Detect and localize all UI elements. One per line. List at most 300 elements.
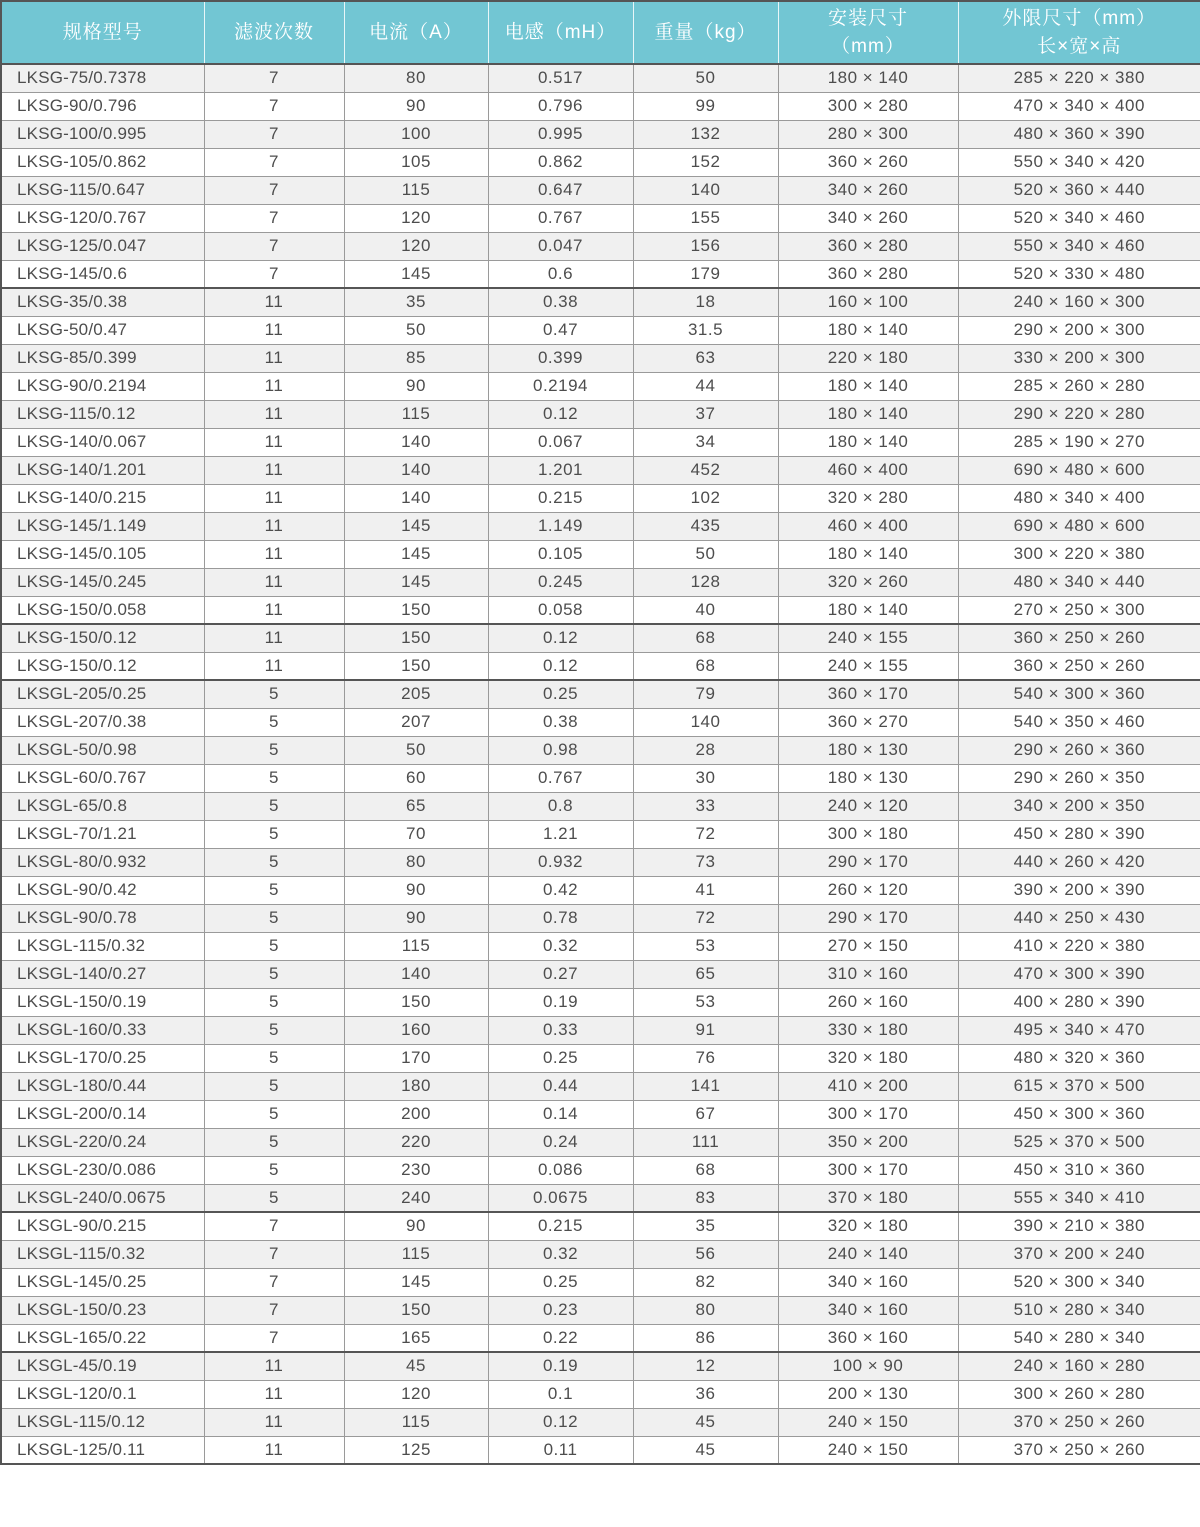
- cell-inductance: 1.201: [488, 456, 633, 484]
- cell-current: 140: [344, 428, 488, 456]
- table-row: [1, 232, 1200, 260]
- cell-model: LKSGL-125/0.11: [1, 1436, 204, 1464]
- cell-current: 160: [344, 1016, 488, 1044]
- cell-outer: 290 × 200 × 300: [958, 316, 1200, 344]
- cell-weight: 35: [633, 1212, 778, 1240]
- cell-model: LKSGL-230/0.086: [1, 1156, 204, 1184]
- cell-current: 90: [344, 1212, 488, 1240]
- cell-times: 5: [204, 708, 344, 736]
- cell-times: 5: [204, 1016, 344, 1044]
- cell-current: 125: [344, 1436, 488, 1464]
- cell-inductance: 0.517: [488, 64, 633, 92]
- cell-install: 340 × 160: [778, 1296, 958, 1324]
- cell-times: 5: [204, 1044, 344, 1072]
- cell-outer: 520 × 300 × 340: [958, 1268, 1200, 1296]
- cell-install: 180 × 140: [778, 316, 958, 344]
- cell-outer: 390 × 210 × 380: [958, 1212, 1200, 1240]
- cell-model: LKSGL-205/0.25: [1, 680, 204, 708]
- cell-install: 200 × 130: [778, 1380, 958, 1408]
- cell-outer: 495 × 340 × 470: [958, 1016, 1200, 1044]
- column-header-line1: 规格型号: [62, 21, 143, 43]
- cell-inductance: 0.27: [488, 960, 633, 988]
- table-row: [1, 1212, 1200, 1240]
- cell-times: 11: [204, 1408, 344, 1436]
- cell-inductance: 0.22: [488, 1324, 633, 1352]
- cell-weight: 68: [633, 624, 778, 652]
- cell-weight: 37: [633, 400, 778, 428]
- cell-times: 11: [204, 1436, 344, 1464]
- cell-times: 7: [204, 92, 344, 120]
- cell-install: 280 × 300: [778, 120, 958, 148]
- cell-inductance: 0.862: [488, 148, 633, 176]
- cell-install: 240 × 150: [778, 1436, 958, 1464]
- cell-inductance: 0.25: [488, 680, 633, 708]
- cell-current: 70: [344, 820, 488, 848]
- cell-times: 7: [204, 1240, 344, 1268]
- cell-inductance: 0.12: [488, 652, 633, 680]
- cell-model: LKSGL-240/0.0675: [1, 1184, 204, 1212]
- cell-inductance: 0.215: [488, 1212, 633, 1240]
- table-row: [1, 148, 1200, 176]
- cell-install: 350 × 200: [778, 1128, 958, 1156]
- cell-outer: 480 × 360 × 390: [958, 120, 1200, 148]
- column-header-line2: 长×宽×高: [1037, 35, 1122, 57]
- cell-outer: 285 × 190 × 270: [958, 428, 1200, 456]
- cell-outer: 290 × 220 × 280: [958, 400, 1200, 428]
- table-row: [1, 1240, 1200, 1268]
- cell-current: 115: [344, 932, 488, 960]
- table-row: [1, 176, 1200, 204]
- table-row: [1, 1296, 1200, 1324]
- cell-model: LKSGL-65/0.8: [1, 792, 204, 820]
- cell-current: 35: [344, 288, 488, 316]
- cell-model: LKSGL-220/0.24: [1, 1128, 204, 1156]
- cell-model: LKSGL-90/0.42: [1, 876, 204, 904]
- table-row: [1, 512, 1200, 540]
- cell-install: 240 × 155: [778, 624, 958, 652]
- cell-current: 170: [344, 1044, 488, 1072]
- cell-outer: 520 × 340 × 460: [958, 204, 1200, 232]
- table-row: [1, 680, 1200, 708]
- table-row: [1, 92, 1200, 120]
- cell-times: 7: [204, 260, 344, 288]
- cell-model: LKSGL-60/0.767: [1, 764, 204, 792]
- cell-outer: 240 × 160 × 280: [958, 1352, 1200, 1380]
- cell-times: 5: [204, 1184, 344, 1212]
- cell-inductance: 0.23: [488, 1296, 633, 1324]
- cell-inductance: 0.6: [488, 260, 633, 288]
- cell-inductance: 0.33: [488, 1016, 633, 1044]
- cell-current: 120: [344, 204, 488, 232]
- cell-install: 360 × 260: [778, 148, 958, 176]
- cell-weight: 56: [633, 1240, 778, 1268]
- cell-install: 240 × 120: [778, 792, 958, 820]
- cell-current: 150: [344, 652, 488, 680]
- cell-current: 145: [344, 540, 488, 568]
- cell-times: 11: [204, 540, 344, 568]
- cell-outer: 470 × 300 × 390: [958, 960, 1200, 988]
- table-row: [1, 792, 1200, 820]
- cell-model: LKSG-125/0.047: [1, 232, 204, 260]
- cell-weight: 79: [633, 680, 778, 708]
- cell-times: 5: [204, 764, 344, 792]
- cell-times: 7: [204, 1268, 344, 1296]
- cell-times: 5: [204, 932, 344, 960]
- cell-current: 100: [344, 120, 488, 148]
- cell-outer: 520 × 360 × 440: [958, 176, 1200, 204]
- table-row: [1, 848, 1200, 876]
- cell-install: 300 × 280: [778, 92, 958, 120]
- cell-times: 5: [204, 1156, 344, 1184]
- cell-model: LKSG-90/0.796: [1, 92, 204, 120]
- cell-outer: 370 × 250 × 260: [958, 1436, 1200, 1464]
- table-row: [1, 1128, 1200, 1156]
- cell-weight: 30: [633, 764, 778, 792]
- cell-model: LKSG-50/0.47: [1, 316, 204, 344]
- cell-model: LKSG-115/0.647: [1, 176, 204, 204]
- cell-model: LKSGL-160/0.33: [1, 1016, 204, 1044]
- cell-inductance: 0.12: [488, 1408, 633, 1436]
- cell-current: 150: [344, 1296, 488, 1324]
- cell-outer: 340 × 200 × 350: [958, 792, 1200, 820]
- cell-install: 360 × 280: [778, 260, 958, 288]
- cell-model: LKSGL-50/0.98: [1, 736, 204, 764]
- cell-outer: 290 × 260 × 350: [958, 764, 1200, 792]
- cell-install: 410 × 200: [778, 1072, 958, 1100]
- cell-times: 11: [204, 372, 344, 400]
- table-row: [1, 400, 1200, 428]
- table-row: [1, 652, 1200, 680]
- cell-weight: 72: [633, 820, 778, 848]
- cell-model: LKSG-145/0.245: [1, 568, 204, 596]
- cell-weight: 102: [633, 484, 778, 512]
- cell-install: 300 × 170: [778, 1156, 958, 1184]
- cell-outer: 690 × 480 × 600: [958, 512, 1200, 540]
- cell-install: 240 × 155: [778, 652, 958, 680]
- cell-outer: 270 × 250 × 300: [958, 596, 1200, 624]
- cell-current: 105: [344, 148, 488, 176]
- cell-model: LKSGL-140/0.27: [1, 960, 204, 988]
- cell-model: LKSGL-165/0.22: [1, 1324, 204, 1352]
- cell-weight: 36: [633, 1380, 778, 1408]
- cell-inductance: 0.38: [488, 708, 633, 736]
- cell-times: 5: [204, 1128, 344, 1156]
- cell-weight: 50: [633, 64, 778, 92]
- table-row: [1, 484, 1200, 512]
- cell-current: 90: [344, 876, 488, 904]
- spec-table-header: [1, 1, 1200, 64]
- spec-table-body: [1, 64, 1200, 1464]
- cell-inductance: 0.767: [488, 204, 633, 232]
- cell-weight: 156: [633, 232, 778, 260]
- table-row: [1, 260, 1200, 288]
- cell-current: 85: [344, 344, 488, 372]
- cell-weight: 452: [633, 456, 778, 484]
- cell-current: 180: [344, 1072, 488, 1100]
- column-header-line1: 重量（kg）: [654, 21, 757, 43]
- cell-inductance: 0.2194: [488, 372, 633, 400]
- cell-weight: 128: [633, 568, 778, 596]
- cell-times: 11: [204, 428, 344, 456]
- cell-times: 11: [204, 596, 344, 624]
- cell-weight: 82: [633, 1268, 778, 1296]
- cell-weight: 65: [633, 960, 778, 988]
- column-header-weight: [633, 1, 778, 64]
- cell-outer: 470 × 340 × 400: [958, 92, 1200, 120]
- cell-install: 220 × 180: [778, 344, 958, 372]
- cell-install: 340 × 160: [778, 1268, 958, 1296]
- cell-model: LKSGL-115/0.32: [1, 1240, 204, 1268]
- cell-install: 460 × 400: [778, 512, 958, 540]
- cell-outer: 300 × 260 × 280: [958, 1380, 1200, 1408]
- cell-times: 11: [204, 316, 344, 344]
- cell-outer: 480 × 320 × 360: [958, 1044, 1200, 1072]
- cell-model: LKSGL-45/0.19: [1, 1352, 204, 1380]
- table-row: [1, 904, 1200, 932]
- cell-model: LKSG-150/0.058: [1, 596, 204, 624]
- cell-current: 80: [344, 848, 488, 876]
- cell-install: 180 × 140: [778, 428, 958, 456]
- cell-outer: 450 × 280 × 390: [958, 820, 1200, 848]
- cell-weight: 28: [633, 736, 778, 764]
- cell-outer: 615 × 370 × 500: [958, 1072, 1200, 1100]
- cell-model: LKSGL-207/0.38: [1, 708, 204, 736]
- cell-current: 90: [344, 904, 488, 932]
- cell-inductance: 0.38: [488, 288, 633, 316]
- cell-inductance: 0.105: [488, 540, 633, 568]
- table-row: [1, 64, 1200, 92]
- cell-weight: 53: [633, 932, 778, 960]
- cell-outer: 555 × 340 × 410: [958, 1184, 1200, 1212]
- table-row: [1, 428, 1200, 456]
- cell-inductance: 0.047: [488, 232, 633, 260]
- cell-weight: 152: [633, 148, 778, 176]
- cell-current: 45: [344, 1352, 488, 1380]
- cell-weight: 141: [633, 1072, 778, 1100]
- cell-install: 270 × 150: [778, 932, 958, 960]
- cell-inductance: 0.78: [488, 904, 633, 932]
- table-row: [1, 960, 1200, 988]
- cell-model: LKSG-85/0.399: [1, 344, 204, 372]
- column-header-line1: 外限尺寸（mm）: [1002, 7, 1157, 29]
- table-row: [1, 736, 1200, 764]
- cell-weight: 99: [633, 92, 778, 120]
- table-row: [1, 1016, 1200, 1044]
- cell-inductance: 0.245: [488, 568, 633, 596]
- cell-times: 5: [204, 792, 344, 820]
- cell-inductance: 0.067: [488, 428, 633, 456]
- cell-outer: 300 × 220 × 380: [958, 540, 1200, 568]
- cell-weight: 31.5: [633, 316, 778, 344]
- table-row: [1, 288, 1200, 316]
- cell-outer: 510 × 280 × 340: [958, 1296, 1200, 1324]
- cell-outer: 410 × 220 × 380: [958, 932, 1200, 960]
- cell-times: 11: [204, 400, 344, 428]
- header-row: [1, 1, 1200, 64]
- cell-current: 145: [344, 512, 488, 540]
- cell-model: LKSGL-150/0.19: [1, 988, 204, 1016]
- cell-inductance: 0.42: [488, 876, 633, 904]
- cell-inductance: 0.0675: [488, 1184, 633, 1212]
- cell-inductance: 0.14: [488, 1100, 633, 1128]
- cell-current: 140: [344, 456, 488, 484]
- cell-current: 115: [344, 400, 488, 428]
- cell-times: 7: [204, 148, 344, 176]
- cell-install: 330 × 180: [778, 1016, 958, 1044]
- table-row: [1, 204, 1200, 232]
- cell-weight: 44: [633, 372, 778, 400]
- table-row: [1, 344, 1200, 372]
- cell-install: 160 × 100: [778, 288, 958, 316]
- table-row: [1, 1268, 1200, 1296]
- cell-times: 7: [204, 64, 344, 92]
- cell-inductance: 0.1: [488, 1380, 633, 1408]
- cell-current: 115: [344, 176, 488, 204]
- cell-weight: 18: [633, 288, 778, 316]
- cell-outer: 370 × 200 × 240: [958, 1240, 1200, 1268]
- cell-weight: 111: [633, 1128, 778, 1156]
- cell-weight: 80: [633, 1296, 778, 1324]
- cell-times: 7: [204, 176, 344, 204]
- column-header-line1: 电流（A）: [369, 21, 463, 43]
- cell-current: 150: [344, 596, 488, 624]
- cell-times: 5: [204, 904, 344, 932]
- cell-inductance: 0.12: [488, 400, 633, 428]
- table-row: [1, 1072, 1200, 1100]
- cell-inductance: 1.21: [488, 820, 633, 848]
- cell-weight: 45: [633, 1408, 778, 1436]
- cell-times: 7: [204, 1324, 344, 1352]
- cell-inductance: 0.995: [488, 120, 633, 148]
- cell-model: LKSG-120/0.767: [1, 204, 204, 232]
- cell-weight: 45: [633, 1436, 778, 1464]
- cell-outer: 525 × 370 × 500: [958, 1128, 1200, 1156]
- cell-inductance: 0.32: [488, 1240, 633, 1268]
- cell-model: LKSGL-200/0.14: [1, 1100, 204, 1128]
- cell-weight: 140: [633, 176, 778, 204]
- cell-weight: 40: [633, 596, 778, 624]
- cell-weight: 83: [633, 1184, 778, 1212]
- cell-model: LKSG-115/0.12: [1, 400, 204, 428]
- cell-weight: 41: [633, 876, 778, 904]
- cell-current: 207: [344, 708, 488, 736]
- cell-times: 5: [204, 736, 344, 764]
- cell-model: LKSGL-120/0.1: [1, 1380, 204, 1408]
- cell-current: 145: [344, 260, 488, 288]
- cell-weight: 68: [633, 652, 778, 680]
- cell-outer: 370 × 250 × 260: [958, 1408, 1200, 1436]
- cell-inductance: 1.149: [488, 512, 633, 540]
- column-header-line1: 滤波次数: [233, 21, 314, 43]
- cell-inductance: 0.086: [488, 1156, 633, 1184]
- cell-weight: 50: [633, 540, 778, 568]
- table-row: [1, 540, 1200, 568]
- cell-times: 11: [204, 484, 344, 512]
- cell-model: LKSG-150/0.12: [1, 624, 204, 652]
- cell-weight: 132: [633, 120, 778, 148]
- column-header-current: [344, 1, 488, 64]
- cell-model: LKSG-75/0.7378: [1, 64, 204, 92]
- cell-outer: 450 × 310 × 360: [958, 1156, 1200, 1184]
- cell-outer: 400 × 280 × 390: [958, 988, 1200, 1016]
- cell-outer: 290 × 260 × 360: [958, 736, 1200, 764]
- cell-inductance: 0.12: [488, 624, 633, 652]
- cell-model: LKSG-140/0.067: [1, 428, 204, 456]
- table-row: [1, 1324, 1200, 1352]
- cell-current: 150: [344, 988, 488, 1016]
- cell-outer: 550 × 340 × 420: [958, 148, 1200, 176]
- cell-model: LKSG-105/0.862: [1, 148, 204, 176]
- table-row: [1, 1156, 1200, 1184]
- cell-weight: 34: [633, 428, 778, 456]
- cell-weight: 68: [633, 1156, 778, 1184]
- cell-install: 180 × 140: [778, 400, 958, 428]
- cell-model: LKSGL-150/0.23: [1, 1296, 204, 1324]
- cell-current: 140: [344, 960, 488, 988]
- cell-install: 460 × 400: [778, 456, 958, 484]
- cell-current: 145: [344, 1268, 488, 1296]
- table-row: [1, 1184, 1200, 1212]
- table-row: [1, 456, 1200, 484]
- cell-weight: 91: [633, 1016, 778, 1044]
- cell-current: 150: [344, 624, 488, 652]
- cell-outer: 480 × 340 × 440: [958, 568, 1200, 596]
- table-row: [1, 708, 1200, 736]
- cell-inductance: 0.25: [488, 1268, 633, 1296]
- cell-inductance: 0.215: [488, 484, 633, 512]
- cell-outer: 480 × 340 × 400: [958, 484, 1200, 512]
- cell-times: 7: [204, 120, 344, 148]
- cell-current: 120: [344, 232, 488, 260]
- cell-install: 290 × 170: [778, 848, 958, 876]
- cell-times: 5: [204, 680, 344, 708]
- cell-times: 7: [204, 1212, 344, 1240]
- cell-model: LKSGL-70/1.21: [1, 820, 204, 848]
- cell-outer: 330 × 200 × 300: [958, 344, 1200, 372]
- cell-current: 220: [344, 1128, 488, 1156]
- cell-weight: 86: [633, 1324, 778, 1352]
- cell-current: 230: [344, 1156, 488, 1184]
- cell-install: 360 × 160: [778, 1324, 958, 1352]
- cell-install: 300 × 180: [778, 820, 958, 848]
- cell-times: 11: [204, 652, 344, 680]
- cell-outer: 690 × 480 × 600: [958, 456, 1200, 484]
- cell-inductance: 0.47: [488, 316, 633, 344]
- cell-outer: 550 × 340 × 460: [958, 232, 1200, 260]
- cell-outer: 520 × 330 × 480: [958, 260, 1200, 288]
- cell-inductance: 0.11: [488, 1436, 633, 1464]
- cell-current: 90: [344, 372, 488, 400]
- cell-inductance: 0.25: [488, 1044, 633, 1072]
- table-row: [1, 316, 1200, 344]
- table-row: [1, 1408, 1200, 1436]
- cell-outer: 285 × 260 × 280: [958, 372, 1200, 400]
- table-row: [1, 1436, 1200, 1464]
- cell-inductance: 0.058: [488, 596, 633, 624]
- cell-inductance: 0.796: [488, 92, 633, 120]
- cell-inductance: 0.32: [488, 932, 633, 960]
- cell-weight: 63: [633, 344, 778, 372]
- cell-times: 5: [204, 848, 344, 876]
- cell-current: 115: [344, 1240, 488, 1268]
- table-row: [1, 568, 1200, 596]
- cell-outer: 540 × 350 × 460: [958, 708, 1200, 736]
- table-row: [1, 932, 1200, 960]
- cell-current: 145: [344, 568, 488, 596]
- cell-model: LKSG-145/0.6: [1, 260, 204, 288]
- cell-current: 115: [344, 1408, 488, 1436]
- cell-current: 240: [344, 1184, 488, 1212]
